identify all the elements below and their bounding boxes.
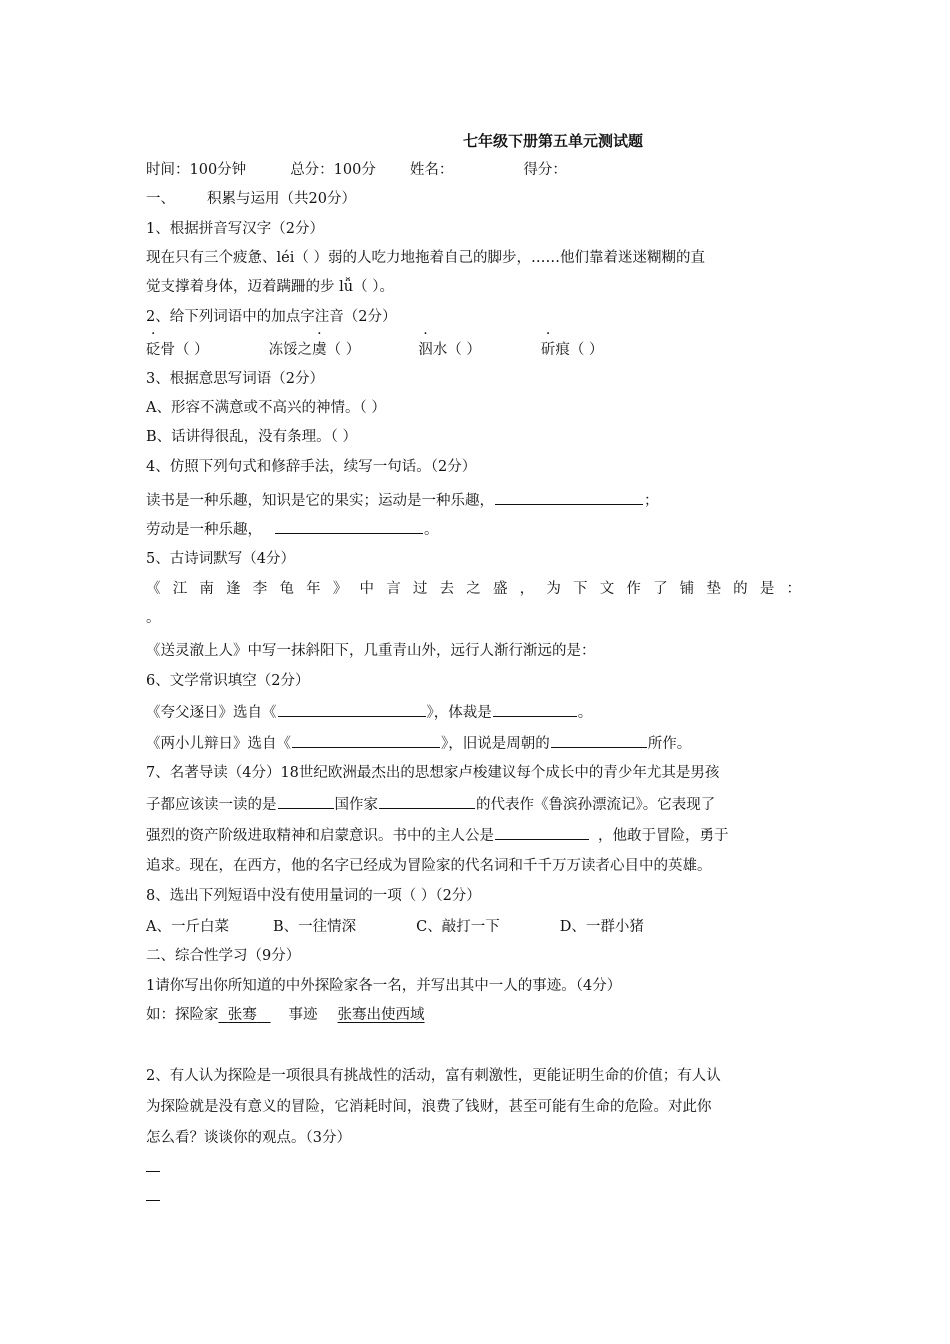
section-1-number: 一、 <box>146 191 175 207</box>
answer-blank[interactable] <box>379 794 475 809</box>
q3-option-a: A、形容不满意或不高兴的神情。（ ） <box>146 400 386 416</box>
answer-blank[interactable] <box>495 825 589 840</box>
answer-blank[interactable] <box>278 794 334 809</box>
q8-option-a: A、一斤白菜 <box>146 919 229 935</box>
q1-line-2: 觉支撑着身体，迈着蹒跚的步 lǚ（ ）。 <box>146 279 394 295</box>
score-label: 得分： <box>523 162 567 178</box>
answer-blank[interactable] <box>551 733 647 748</box>
example-deed: 张骞出使西域 <box>337 1007 425 1023</box>
s2-q1-title: 1请你写出你所知道的中外探险家各一名，并写出其中一人的事迹。（4分） <box>146 978 622 994</box>
section-2-heading: 二、综合性学习（9分） <box>146 948 301 964</box>
answer-blank[interactable] <box>275 519 423 534</box>
example-explorer: 张骞 <box>227 1007 257 1023</box>
q2-word-3: 泅水（ ） <box>418 342 481 358</box>
q3-title: 3、根据意思写词语（2分） <box>146 371 324 387</box>
q5-line-1-end: 。 <box>146 610 161 626</box>
q2-words <box>146 340 603 360</box>
total-label: 总分：100分 <box>290 162 376 178</box>
s2-q1-example: 如：探险家 张骞 事迹 张骞出使西域 <box>146 1007 425 1023</box>
q8-option-b: B、一往情深 <box>272 919 357 935</box>
q4-title: 4、仿照下列句式和修辞手法，续写一句话。（2分） <box>146 459 477 475</box>
section-1-heading <box>146 189 356 209</box>
s2-q2-line-1: 2、有人认为探险是一项很具有挑战性的活动，富有刺激性，更能证明生命的价值；有人认 <box>146 1068 721 1084</box>
section-1-title: 积累与运用（共20分） <box>207 191 356 207</box>
answer-line-2[interactable] <box>146 1200 160 1201</box>
exam-info <box>146 160 567 180</box>
q8-option-d: D、一群小猪 <box>559 919 644 935</box>
q5-title: 5、古诗词默写（4分） <box>146 551 295 567</box>
q7-line-3: 强烈的资产阶级进取精神和启蒙意识。书中的主人公是 ，他敢于冒险，勇于 <box>146 825 729 846</box>
s2-q2-line-2: 为探险就是没有意义的冒险，它消耗时间，浪费了钱财，甚至可能有生命的危险。对此你 <box>146 1099 712 1115</box>
q6-title: 6、文学常识填空（2分） <box>146 673 310 689</box>
answer-blank[interactable] <box>493 702 577 717</box>
q1-line-1: 现在只有三个疲惫、léi（ ）弱的人吃力地拖着自己的脚步，……他们靠着迷迷糊糊的直 <box>146 250 705 266</box>
q7-line-4: 追求。现在，在西方，他的名字已经成为冒险家的代名词和千千万万读者心目中的英雄。 <box>146 858 712 874</box>
page-title: 七年级下册第五单元测试题 <box>463 132 644 150</box>
q2-word-4: 斫痕（ ） <box>540 342 604 358</box>
q5-line-1 <box>146 579 801 599</box>
s2-q2-line-3: 怎么看？谈谈你的观点。（3分） <box>146 1130 351 1146</box>
time-label: 时间：100分钟 <box>146 162 247 178</box>
name-label: 姓名： <box>409 162 454 178</box>
q4-line-2: 劳动是一种乐趣， 。 <box>146 519 439 540</box>
q2-title: 2、给下列词语中的加点字注音（2分） <box>146 309 397 325</box>
answer-blank[interactable] <box>278 702 426 717</box>
q6-line-1: 《夸父逐日》选自《 》，体裁是 。 <box>146 702 592 723</box>
q1-title: 1、根据拼音写汉字（2分） <box>146 221 324 237</box>
q4-line-1: 读书是一种乐趣，知识是它的果实；运动是一种乐趣， ； <box>146 490 659 511</box>
answer-line-1[interactable] <box>146 1171 160 1172</box>
answer-blank[interactable] <box>495 490 643 505</box>
q5-line-2: 《送灵澈上人》中写一抹斜阳下，几重青山外，远行人渐行渐远的是： <box>146 643 596 659</box>
q2-word-2: 冻馁之虞（ ） <box>268 342 361 358</box>
q7-line-2: 子都应该读一读的是 国作家 的代表作《鲁滨孙漂流记》。它表现了 <box>146 794 715 815</box>
q2-word-1: 砭骨（ ） <box>146 342 209 358</box>
q8-option-c: C、敲打一下 <box>416 919 500 935</box>
q7-line-1: 7、名著导读（4分）18世纪欧洲最杰出的思想家卢梭建议每个成长中的青少年尤其是男孩 <box>146 765 720 781</box>
q8-options <box>146 917 644 937</box>
answer-blank[interactable] <box>292 733 440 748</box>
q5-justified-text: 《 江 南 逢 李 龟 年 》 中 言 过 去 之 盛 ， 为 下 文 作 了 铺 垫 的 是 ： <box>146 581 801 597</box>
q6-line-2: 《两小儿辩日》选自《 》，旧说是周朝的 所作。 <box>146 733 691 754</box>
q3-option-b: B、话讲得很乱，没有条理。（ ） <box>146 429 358 445</box>
q8-title: 8、选出下列短语中没有使用量词的一项（ ）（2分） <box>146 888 481 904</box>
